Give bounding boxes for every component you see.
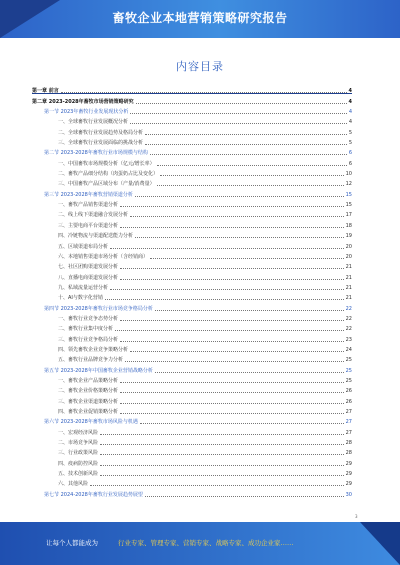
toc-entry-page: 26 [345, 398, 352, 405]
toc-item[interactable] [32, 312, 352, 322]
dot-leader [140, 422, 344, 424]
dot-leader [120, 267, 344, 269]
dot-leader [150, 153, 347, 155]
toc-item[interactable] [32, 260, 352, 270]
dot-leader [110, 247, 344, 249]
toc-entry-page: 4 [348, 88, 352, 95]
toc-entry-page: 22 [345, 315, 352, 322]
toc-item[interactable] [32, 425, 352, 435]
toc-item[interactable] [32, 208, 352, 218]
dot-leader [100, 464, 344, 466]
footer-banner [0, 522, 400, 565]
toc-item[interactable] [32, 456, 352, 466]
toc-section[interactable] [32, 301, 352, 311]
dot-leader [120, 340, 344, 342]
dot-leader [155, 309, 344, 311]
table-of-contents [32, 84, 352, 498]
dot-leader [135, 195, 344, 197]
toc-entry-page: 5 [348, 140, 352, 147]
toc-entry-page: 28 [345, 440, 352, 447]
toc-entry-page: 27 [345, 429, 352, 436]
toc-entry-label: 四、疫病防控风险 [58, 460, 99, 467]
dot-leader [120, 226, 344, 228]
toc-entry-label: 四、冷链物流与渠道配送能力分析 [58, 233, 134, 240]
report-title: 畜牧企业本地营销策略研究报告 [112, 11, 288, 25]
toc-item[interactable] [32, 156, 352, 166]
header-banner [0, 0, 400, 38]
toc-entry-label: 一、畜牧行业竞争态势分析 [58, 315, 119, 322]
toc-item[interactable] [32, 343, 352, 353]
dot-leader [145, 133, 347, 135]
dot-leader [100, 433, 344, 435]
toc-entry-label: 二、畜牧行业集中度分析 [58, 326, 114, 333]
toc-item[interactable] [32, 446, 352, 456]
toc-item[interactable] [32, 436, 352, 446]
dot-leader [157, 184, 344, 186]
toc-entry-label: 第一节 2023年畜牧行业发展现状分析 [44, 109, 129, 116]
toc-section[interactable] [32, 146, 352, 156]
toc-item[interactable] [32, 115, 352, 125]
toc-entry-label: 五、技术创新风险 [58, 471, 99, 478]
toc-entry-page: 19 [345, 233, 352, 240]
toc-entry-page: 26 [345, 388, 352, 395]
toc-section[interactable] [32, 363, 352, 373]
dot-leader [120, 319, 344, 321]
toc-entry-label: 十、AI与数字化营销 [58, 295, 103, 302]
toc-item[interactable] [32, 332, 352, 342]
toc-entry-page: 15 [345, 202, 352, 209]
footer-slogan: 让每个人都能成为 [46, 539, 98, 547]
toc-entry-page: 18 [345, 222, 352, 229]
dot-leader [125, 360, 344, 362]
toc-entry-page: 25 [345, 367, 352, 374]
toc-entry-page: 4 [348, 98, 352, 105]
toc-item[interactable] [32, 239, 352, 249]
toc-entry-label: 一、宏观经济风险 [58, 429, 99, 436]
toc-entry-label: 一、畜牧产品销售渠道分析 [58, 202, 119, 209]
toc-chapter[interactable] [32, 84, 352, 94]
toc-item[interactable] [32, 270, 352, 280]
dot-leader [145, 143, 347, 145]
toc-entry-label: 二、市场竞争风险 [58, 440, 99, 447]
toc-item[interactable] [32, 167, 352, 177]
dot-leader [155, 371, 344, 373]
toc-entry-label: 一、中国畜牧市场规模分析（亿元/增长率） [58, 160, 155, 167]
dot-leader [145, 495, 344, 497]
toc-entry-page: 30 [345, 491, 352, 498]
toc-entry-label: 第七节 2024-2028年畜牧行业发展趋势展望 [44, 491, 143, 498]
dot-leader [120, 205, 344, 207]
toc-entry-label: 六、其他风险 [58, 481, 89, 488]
dot-leader [130, 112, 346, 114]
toc-item[interactable] [32, 291, 352, 301]
toc-entry-label: 第二节 2023-2028年畜牧行业市场规模与结构 [44, 150, 148, 157]
toc-section[interactable] [32, 187, 352, 197]
toc-section[interactable] [32, 415, 352, 425]
toc-entry-page: 24 [345, 346, 352, 353]
toc-item[interactable] [32, 353, 352, 363]
toc-entry-page: 15 [345, 191, 352, 198]
toc-entry-label: 六、本地销售渠道市场分析（含经销商） [58, 253, 149, 260]
toc-entry-page: 12 [345, 181, 352, 188]
toc-entry-label: 四、畜牧企业促销策略分析 [58, 409, 119, 415]
toc-entry-label: 第四节 2023-2028年畜牧行业市场竞争格局分析 [44, 305, 153, 312]
toc-entry-label: 第五节 2023-2028年中国畜牧企业营销战略分析 [44, 367, 153, 374]
dot-leader [100, 443, 344, 445]
dot-leader [157, 164, 347, 166]
toc-chapter[interactable] [32, 94, 352, 104]
toc-entry-page: 21 [345, 274, 352, 281]
toc-entry-label: 第二章 2023-2028年畜牧市场营销策略研究 [32, 98, 134, 105]
toc-entry-label: 九、私域流量运营分析 [58, 284, 109, 291]
toc-entry-label: 一、畜牧企业产品策略分析 [58, 377, 119, 384]
toc-entry-label: 第六节 2023-2028年畜牧市场风险与机遇 [44, 419, 138, 426]
toc-entry-page: 5 [348, 129, 352, 136]
toc-entry-label: 二、全球畜牧行业发展趋势及格局分析 [58, 129, 144, 136]
dot-leader [130, 215, 344, 217]
toc-entry-label: 二、线上线下渠道融合发展分析 [58, 212, 129, 219]
toc-entry-page: 4 [348, 109, 352, 116]
dot-leader [105, 298, 344, 300]
toc-entry-page: 4 [348, 119, 352, 126]
page-number: 3 [355, 514, 358, 519]
toc-entry-page: 22 [345, 305, 352, 312]
toc-entry-page: 27 [345, 419, 352, 426]
toc-item[interactable] [32, 125, 352, 135]
toc-entry-page: 6 [348, 150, 352, 157]
toc-item[interactable] [32, 374, 352, 384]
toc-entry-page: 21 [345, 284, 352, 291]
toc-entry-label: 三、畜牧企业渠道策略分析 [58, 398, 119, 405]
toc-item[interactable] [32, 136, 352, 146]
footer-corner-decoration [360, 522, 400, 565]
toc-entry-label: 八、直播电商渠道发展分析 [58, 274, 119, 281]
toc-entry-page: 10 [345, 171, 352, 178]
toc-section[interactable] [32, 105, 352, 115]
toc-entry-page: 29 [345, 471, 352, 478]
toc-entry-label: 五、畜牧行业品牌竞争力分析 [58, 357, 124, 364]
toc-entry-page: 29 [345, 481, 352, 488]
toc-entry-label: 二、畜牧企业价格策略分析 [58, 388, 119, 395]
dot-leader [120, 391, 344, 393]
toc-entry-label: 第一章 前言 [32, 88, 59, 95]
toc-entry-label: 四、领先畜牧企业竞争策略分析 [58, 346, 129, 353]
dot-leader [61, 91, 347, 93]
toc-item[interactable] [32, 394, 352, 404]
toc-entry-page: 21 [345, 295, 352, 302]
toc-item[interactable] [32, 281, 352, 291]
dot-leader [115, 329, 344, 331]
toc-entry-label: 五、区域渠道布局分析 [58, 243, 109, 250]
footer-slogan-highlight: 行业专家、管理专家、营销专家、战略专家、成功企业家…… [118, 539, 294, 547]
toc-entry-page: 27 [345, 409, 352, 415]
dot-leader [160, 174, 344, 176]
dot-leader [130, 122, 347, 124]
toc-entry-page: 22 [345, 326, 352, 333]
toc-entry-label: 七、社区团购渠道发展分析 [58, 264, 119, 271]
toc-entry-label: 三、全球畜牧行业发展面临的挑战分析 [58, 140, 144, 147]
dot-leader [120, 278, 344, 280]
toc-entry-label: 三、行业政策风险 [58, 450, 99, 457]
dot-leader [120, 381, 344, 383]
toc-entry-label: 三、中国畜牧产品区域分布（产量/消费量） [58, 181, 155, 188]
toc-item[interactable] [32, 218, 352, 228]
toc-entry-page: 23 [345, 336, 352, 343]
toc-entry-page: 29 [345, 460, 352, 467]
dot-leader [120, 402, 344, 404]
toc-entry-page: 20 [345, 253, 352, 260]
toc-item[interactable] [32, 177, 352, 187]
dot-leader [90, 484, 344, 486]
toc-entry-page: 17 [345, 212, 352, 219]
toc-item[interactable] [32, 250, 352, 260]
toc-item[interactable] [32, 322, 352, 332]
toc-item[interactable] [32, 467, 352, 477]
toc-heading: 内容目录 [176, 60, 224, 73]
toc-entry-label: 二、畜牧产品细分结构（肉蛋奶占比及变化） [58, 171, 159, 178]
toc-item[interactable] [32, 405, 352, 415]
toc-entry-label: 一、全球畜牧行业发展概况分析 [58, 119, 129, 126]
dot-leader [100, 453, 344, 455]
toc-entry-label: 三、主要电商平台渠道分析 [58, 222, 119, 229]
dot-leader [110, 288, 344, 290]
dot-leader [120, 412, 344, 414]
dot-leader [100, 474, 344, 476]
dot-leader [150, 257, 344, 259]
toc-entry-label: 三、畜牧行业竞争格局分析 [58, 336, 119, 343]
toc-entry-page: 25 [345, 377, 352, 384]
dot-leader [136, 102, 347, 104]
toc-entry-page: 20 [345, 243, 352, 250]
dot-leader [130, 350, 344, 352]
toc-entry-label: 第三节 2023-2028年畜牧营销渠道分析 [44, 191, 133, 198]
toc-entry-page: 21 [345, 264, 352, 271]
toc-entry-page: 6 [348, 160, 352, 167]
toc-item[interactable] [32, 477, 352, 487]
toc-item[interactable] [32, 198, 352, 208]
toc-item[interactable] [32, 229, 352, 239]
toc-entry-page: 28 [345, 450, 352, 457]
dot-leader [135, 236, 344, 238]
toc-item[interactable] [32, 384, 352, 394]
toc-entry-page: 25 [345, 357, 352, 364]
toc-section[interactable] [32, 487, 352, 497]
